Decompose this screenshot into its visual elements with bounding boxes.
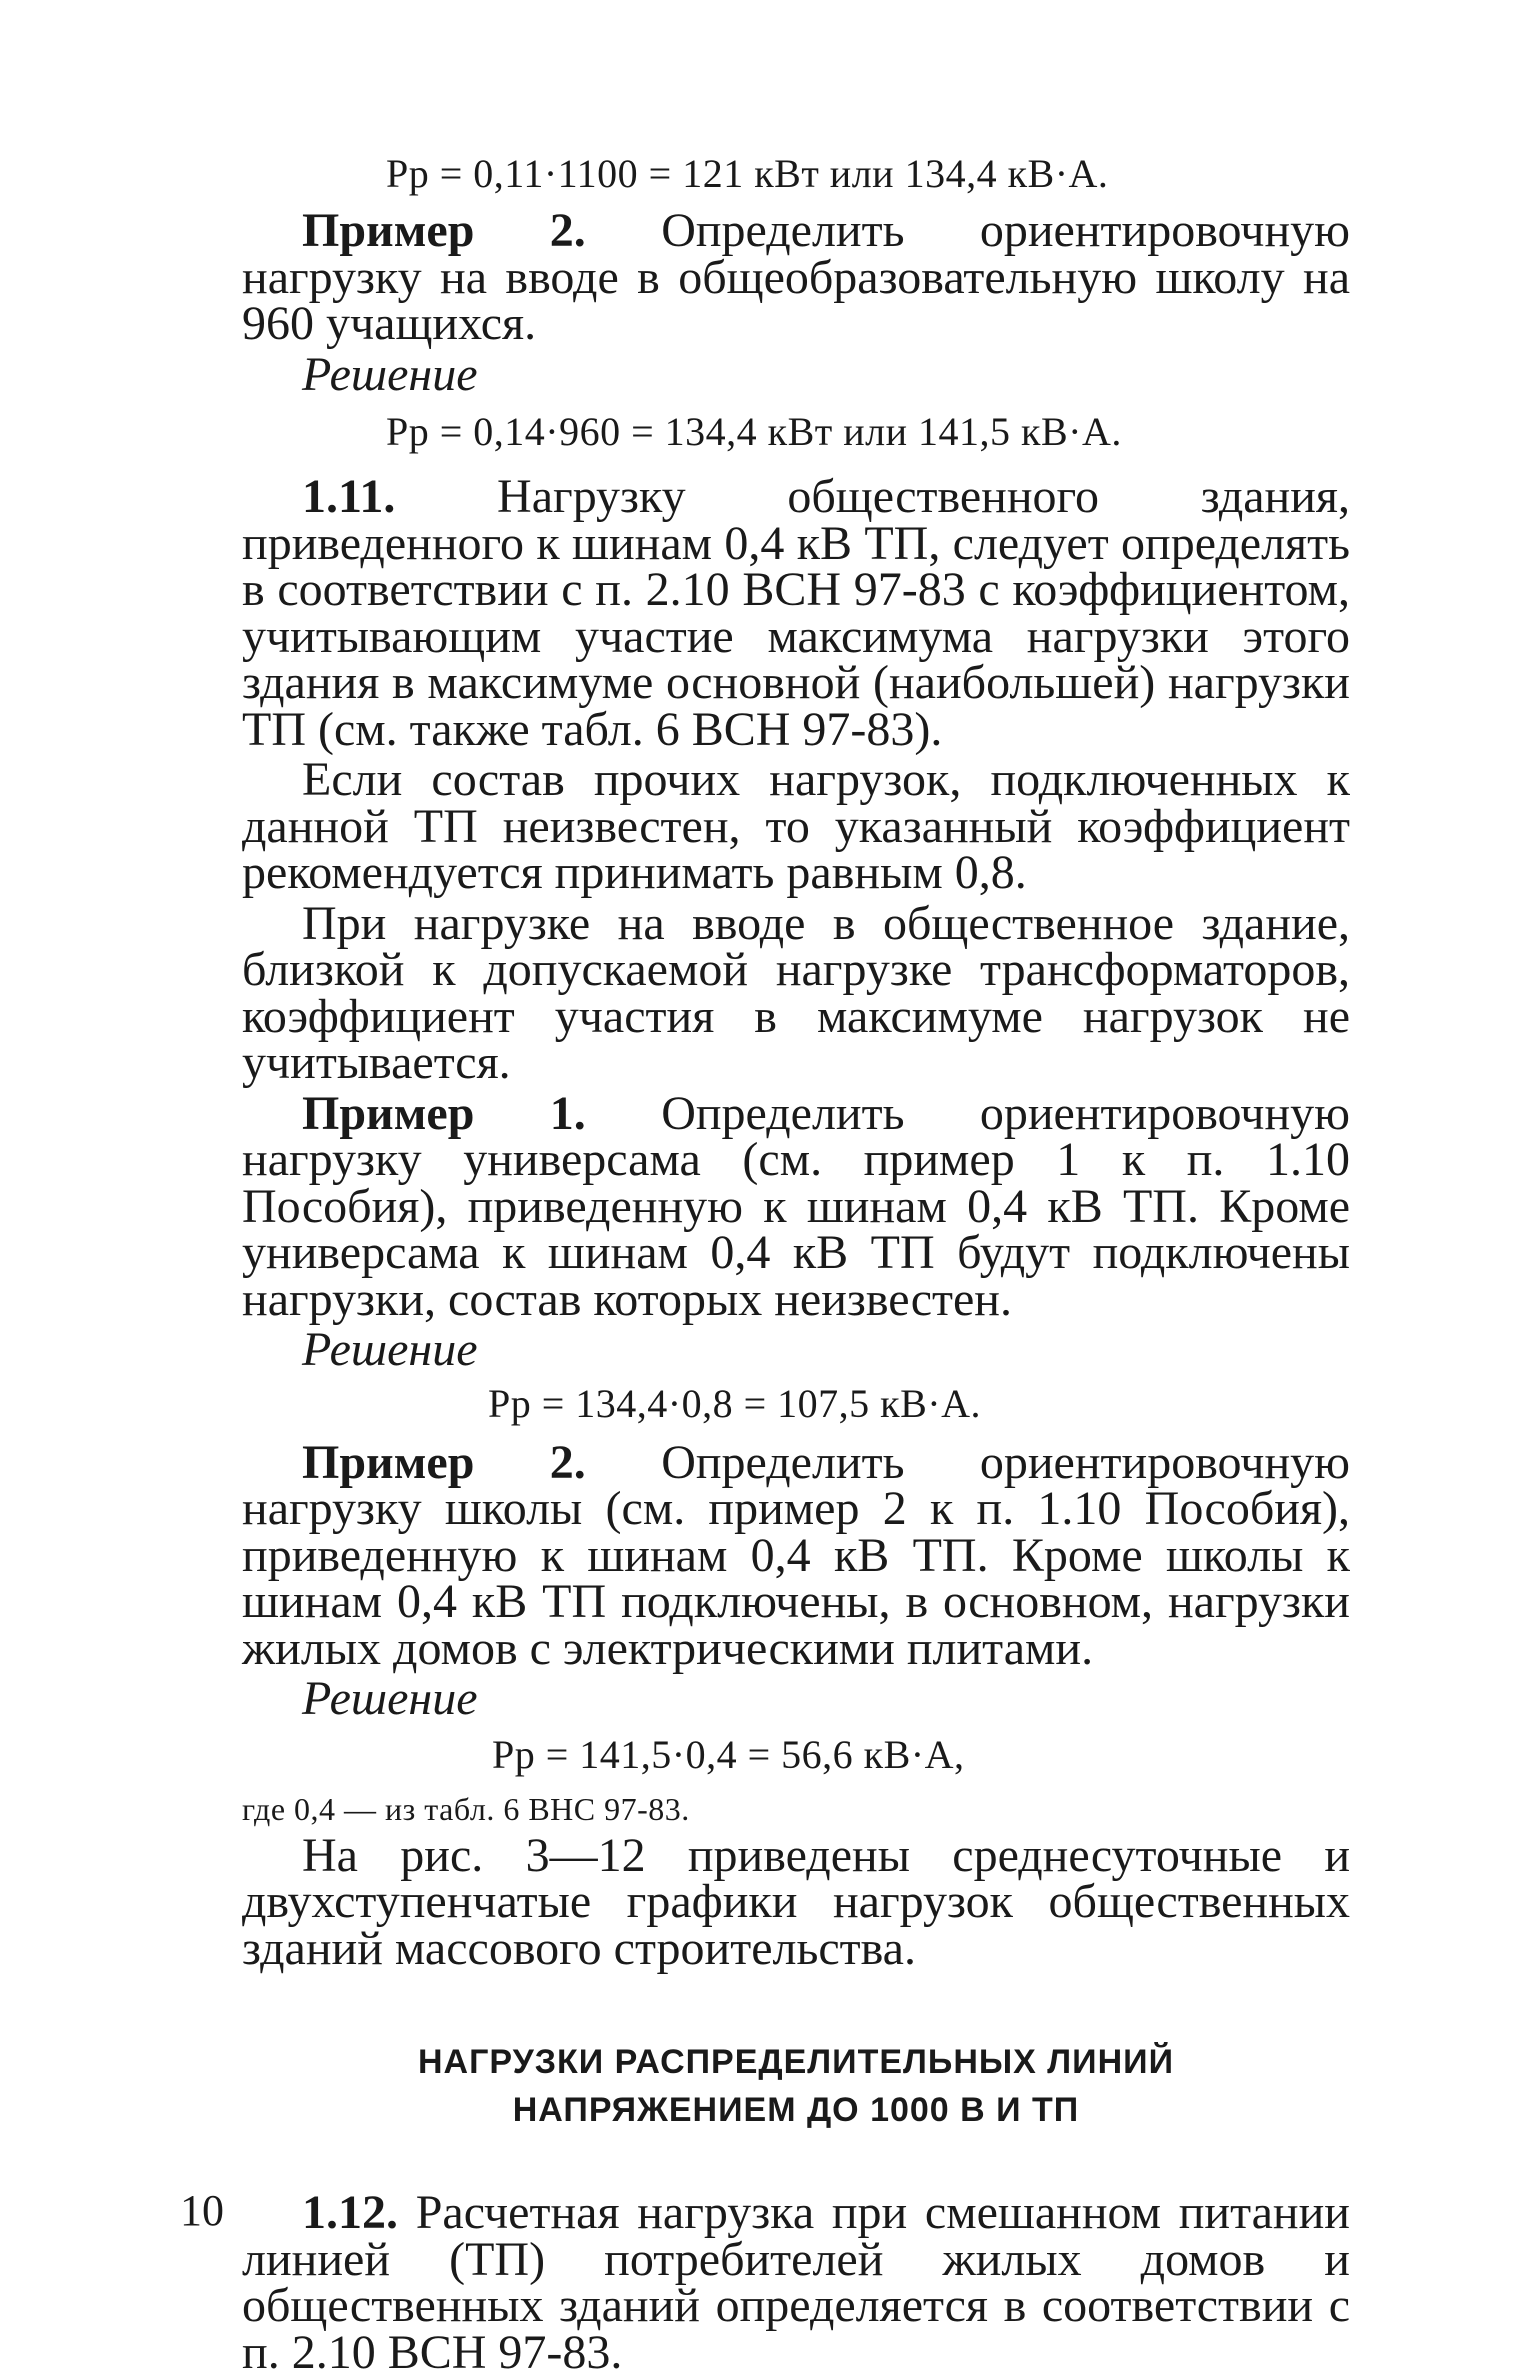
example-label: Пример 2. — [302, 204, 586, 257]
section-1-12 — [242, 2186, 1350, 2379]
paragraph-text: На рис. 3—12 приведены среднесуточные и двухступенчатые графики нагрузок общественных зданий массового строительства. — [242, 1828, 1350, 1975]
solution-label-text: Решение — [302, 1323, 478, 1376]
formula-3: Pр = 134,4·0,8 = 107,5 кВ·А. — [488, 1380, 982, 1426]
formula-2: Pр = 0,14·960 = 134,4 кВт или 141,5 кВ·А. — [386, 409, 1122, 454]
example-1 — [242, 1086, 1350, 1326]
formula-1: Pр = 0,11·1100 = 121 кВт или 134,4 кВ·А. — [386, 151, 1109, 196]
formula-4: Pр = 141,5·0,4 = 56,6 кВ·А, — [492, 1731, 965, 1777]
example-text: Определить ориентировочную нагрузку универсама (см. пример 1 к п. 1.10 Пособия), приведенную к шинам 0,4 кВ ТП. Кроме универсама к шинам 0,4 кВ ТП будут подключены нагрузки, состав которых неизвестен. — [242, 1086, 1350, 1326]
text-column — [242, 150, 1350, 2380]
paragraph-text: При нагрузке на вводе в общественное здание, близкой к допускаемой нагрузке трансформаторов, коэффициент участия в максимуме нагрузок не учитывается. — [242, 896, 1350, 1089]
section-heading — [242, 2038, 1350, 2134]
solution-label-2 — [242, 1323, 1350, 1376]
example-2 — [242, 1435, 1350, 1675]
paragraph-when — [242, 896, 1350, 1089]
heading-line-2: НАПРЯЖЕНИЕМ ДО 1000 В И ТП — [512, 2091, 1080, 2129]
example-text: Определить ориентировочную нагрузку на вводе в общеобразовательную школу на 960 учащихся. — [242, 204, 1350, 350]
section-text: Расчетная нагрузка при смешанном питании линией (ТП) потребителей жилых домов и общественных зданий определяется в соответствии с п. 2.10 ВСН 97-83. — [242, 2186, 1350, 2379]
solution-label-text: Решение — [302, 1672, 478, 1725]
solution-label-1 — [242, 347, 1350, 401]
paragraph-if — [242, 753, 1350, 899]
example-2-top — [242, 204, 1350, 350]
example-label: Пример 2. — [302, 1435, 586, 1489]
section-1-11 — [242, 470, 1350, 756]
where-note: где 0,4 — из табл. 6 ВНС 97-83. — [242, 1790, 690, 1827]
solution-label-3 — [242, 1672, 1350, 1725]
paragraph-text: Если состав прочих нагрузок, подключенных к данной ТП неизвестен, то указанный коэффициент рекомендуется принимать равным 0,8. — [242, 753, 1350, 899]
section-number: 1.12. — [302, 2186, 398, 2239]
solution-label-text: Решение — [302, 347, 478, 401]
page-number: 10 — [180, 2186, 224, 2235]
example-label: Пример 1. — [302, 1086, 586, 1140]
heading-line-1: НАГРУЗКИ РАСПРЕДЕЛИТЕЛЬНЫХ ЛИНИЙ — [417, 2043, 1175, 2081]
example-text: Определить ориентировочную нагрузку школы (см. пример 2 к п. 1.10 Пособия), приведенную к шинам 0,4 кВ ТП. Кроме школы к шинам 0,4 кВ ТП подключены, в основном, нагрузки жилых домов с электрическими плитами. — [242, 1435, 1350, 1675]
section-text: Нагрузку общественного здания, приведенного к шинам 0,4 кВ ТП, следует определять в соответствии с п. 2.10 ВСН 97-83 с коэффициентом, учитывающим участие максимума нагрузки этого здания в максимуме основной (наибольшей) нагрузки ТП (см. также табл. 6 ВСН 97-83). — [242, 470, 1350, 756]
paragraph-figures — [242, 1828, 1350, 1975]
section-number: 1.11. — [302, 470, 396, 523]
